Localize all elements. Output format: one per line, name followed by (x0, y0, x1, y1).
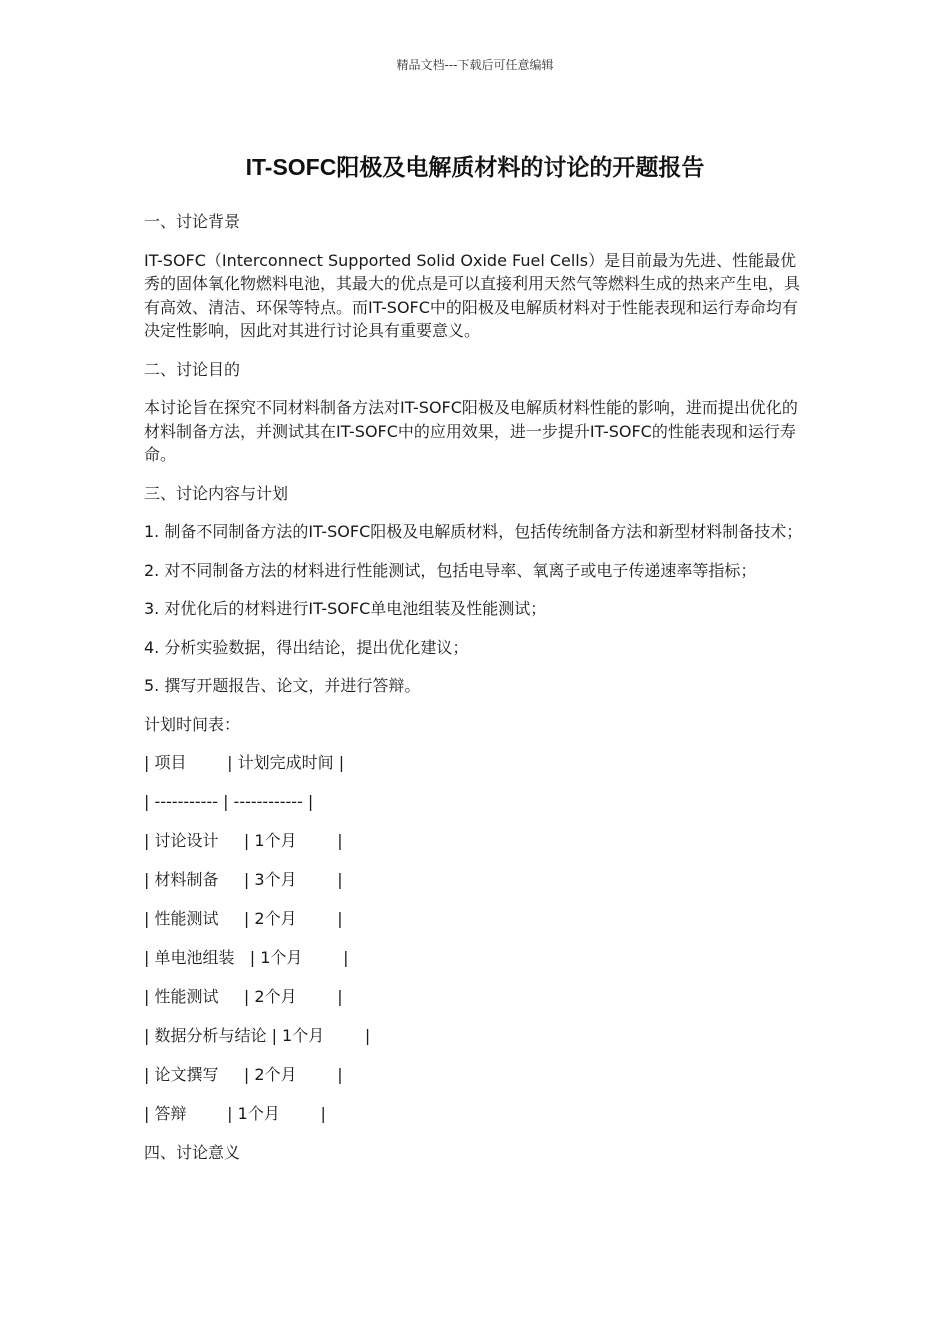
section-heading-content-plan: 三、讨论内容与计划 (144, 483, 289, 503)
document-body (144, 210, 810, 1180)
schedule-table-line: | 论文撰写 | 2个月 | (144, 1065, 343, 1084)
document-title: IT-SOFC阳极及电解质材料的讨论的开题报告 (245, 154, 705, 181)
schedule-table (144, 751, 810, 1126)
background-paragraph: IT-SOFC（Interconnect Supported Solid Oxide Fuel Cells）是目前最为先进、性能最优秀的固体氧化物燃料电池，其最大的优点是可以直接利用天然气等燃料生成的热来产生电，具有高效、清洁、环保等特点。而IT-SOFC中的阳极及电解质材料对于性能表现和运行寿命均有决定性影响，因此对其进行讨论具有重要意义。 (144, 250, 801, 340)
plan-list-item: 4. 分析实验数据，得出结论，提出优化建议； (144, 637, 469, 657)
schedule-table-line: | 单电池组装 | 1个月 | (144, 948, 349, 967)
schedule-table-line: | 性能测试 | 2个月 | (144, 909, 343, 928)
section-heading-purpose: 二、讨论目的 (144, 359, 241, 379)
schedule-table-line: | 数据分析与结论 | 1个月 | (144, 1026, 371, 1045)
section-heading-significance: 四、讨论意义 (144, 1143, 241, 1162)
page-header-note: 精品文档---下载后可任意编辑 (396, 58, 554, 72)
plan-list-item: 3. 对优化后的材料进行IT-SOFC单电池组装及性能测试； (144, 599, 547, 618)
schedule-table-line: | 性能测试 | 2个月 | (144, 987, 343, 1006)
plan-list-item: 5. 撰写开题报告、论文，并进行答辩。 (144, 676, 421, 695)
plan-list-item: 1. 制备不同制备方法的IT-SOFC阳极及电解质材料，包括传统制备方法和新型材料制备技术； (144, 522, 803, 541)
schedule-label: 计划时间表： (144, 714, 241, 734)
purpose-paragraph: 本讨论旨在探究不同材料制备方法对IT-SOFC阳极及电解质材料性能的影响，进而提出优化的材料制备方法，并测试其在IT-SOFC中的应用效果，进一步提升IT-SOFC的性能表现和运行寿命。 (144, 398, 798, 464)
schedule-table-line: | 答辩 | 1个月 | (144, 1104, 326, 1123)
schedule-table-line: | ----------- | ------------ | (144, 792, 314, 811)
schedule-table-line: | 项目 | 计划完成时间 | (144, 753, 345, 772)
plan-list-item: 2. 对不同制备方法的材料进行性能测试，包括电导率、氧离子或电子传递速率等指标； (144, 560, 757, 580)
section-heading-background: 一、讨论背景 (144, 212, 241, 231)
schedule-table-line: | 材料制备 | 3个月 | (144, 870, 343, 889)
schedule-table-line: | 讨论设计 | 1个月 | (144, 831, 343, 850)
